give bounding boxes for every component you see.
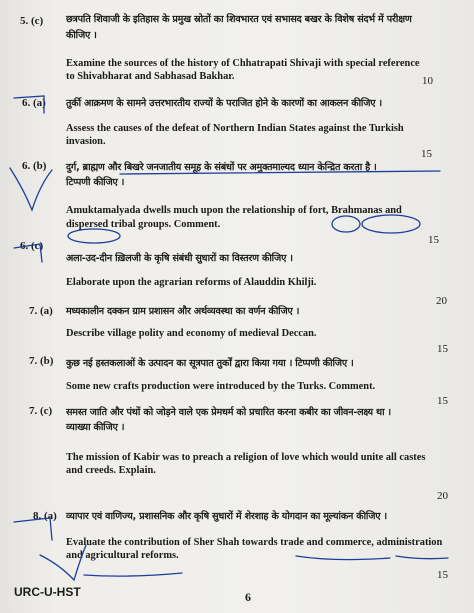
question-number: 6. (a) [22, 97, 46, 109]
question-english-line: Some new crafts production were introduced by the Turks. Comment. [66, 381, 376, 392]
question-hindi-line: कुछ नई हस्तकलाओं के उत्पादन का सूत्रपात तुर्कों द्वारा किया गया । टिप्पणी कीजिए । [66, 358, 354, 369]
question-number: 6. (c) [20, 240, 44, 252]
question-number: 7. (a) [29, 305, 53, 317]
question-number: 7. (c) [29, 405, 53, 417]
question-english-line: Assess the causes of the defeat of Northern Indian States against the Turkish [66, 123, 404, 134]
question-hindi-line: व्यापार एवं वाणिज्य, प्रशासनिक और कृषि सुधारों में शेरशाह के योगदान का मूल्यांकन कीजिए । [66, 511, 387, 522]
question-english-line: and creeds. Explain. [66, 465, 156, 476]
question-english-line: Examine the sources of the history of Chhatrapati Shivaji with special reference [66, 58, 420, 69]
question-english-line: Describe village polity and economy of medieval Deccan. [66, 328, 317, 339]
question-number: 8. (a) [33, 510, 57, 522]
circle-brahmanas [362, 215, 420, 233]
question-marks: 20 [437, 490, 448, 502]
circle-fort [332, 216, 360, 232]
question-english-line: The mission of Kabir was to preach a religion of love which would unite all castes [66, 452, 426, 463]
question-number: 6. (b) [22, 160, 47, 172]
question-marks: 15 [421, 148, 432, 160]
question-hindi-line: टिप्पणी कीजिए । [66, 177, 125, 188]
question-hindi-line: तुर्की आक्रमण के सामने उत्तरभारतीय राज्यों के पराजित होने के कारणों का आकलन कीजिए । [66, 98, 382, 109]
question-marks: 15 [428, 234, 439, 246]
question-hindi-line: समस्त जाति और पंथों को जोड़ने वाले एक प्रेमधर्म को प्रचारित करना कबीर का जीवन-लक्ष्य था । [66, 407, 391, 418]
underline-trade [296, 556, 390, 560]
page-number: 6 [245, 590, 251, 604]
question-hindi-line: कीजिए । [66, 30, 97, 41]
paper-code: URC-U-HST [14, 585, 81, 599]
question-english-line: invasion. [66, 136, 106, 147]
question-number: 5. (c) [20, 15, 44, 27]
question-english-line: Amuktamalyada dwells much upon the relationship of fort, Brahmanas and [66, 205, 402, 216]
question-hindi-line: छत्रपति शिवाजी के इतिहास के प्रमुख स्रोतों का शिवभारत एवं सभासद बखर के विशेष संदर्भ में परीक्षण [66, 14, 412, 25]
question-marks: 20 [436, 295, 447, 307]
question-hindi-line: मध्यकालीन दक्कन ग्राम प्रशासन और अर्थव्यवस्था का वर्णन कीजिए । [66, 306, 300, 317]
question-marks: 15 [437, 569, 448, 581]
question-english-line: to Shivabharat and Sabhasad Bakhar. [66, 71, 235, 82]
question-english-line: Evaluate the contribution of Sher Shah towards trade and commerce, administration [66, 537, 443, 548]
question-marks: 10 [422, 75, 433, 87]
check-mark [10, 168, 52, 210]
question-english-line: and agricultural reforms. [66, 550, 179, 561]
question-hindi-line: अला-उद-दीन ख़िलजी के कृषि संबंधी सुधारों का विस्तरण कीजिए । [66, 253, 293, 264]
underline-administration [396, 556, 448, 559]
question-number: 7. (b) [29, 355, 54, 367]
question-hindi-line: व्याख्या कीजिए । [66, 422, 125, 433]
question-hindi-line: दुर्ग, ब्राह्मण और बिखरे जनजातीय समूह के संबंधों पर अमुक्तमाल्यद ध्यान केन्द्रित करता है । [66, 162, 377, 173]
underline-agricultural [84, 573, 182, 576]
question-english-line: Elaborate upon the agrarian reforms of Alauddin Khilji. [66, 277, 317, 288]
question-marks: 15 [437, 395, 448, 407]
question-marks: 15 [437, 343, 448, 355]
question-english-line: dispersed tribal groups. Comment. [66, 219, 221, 230]
